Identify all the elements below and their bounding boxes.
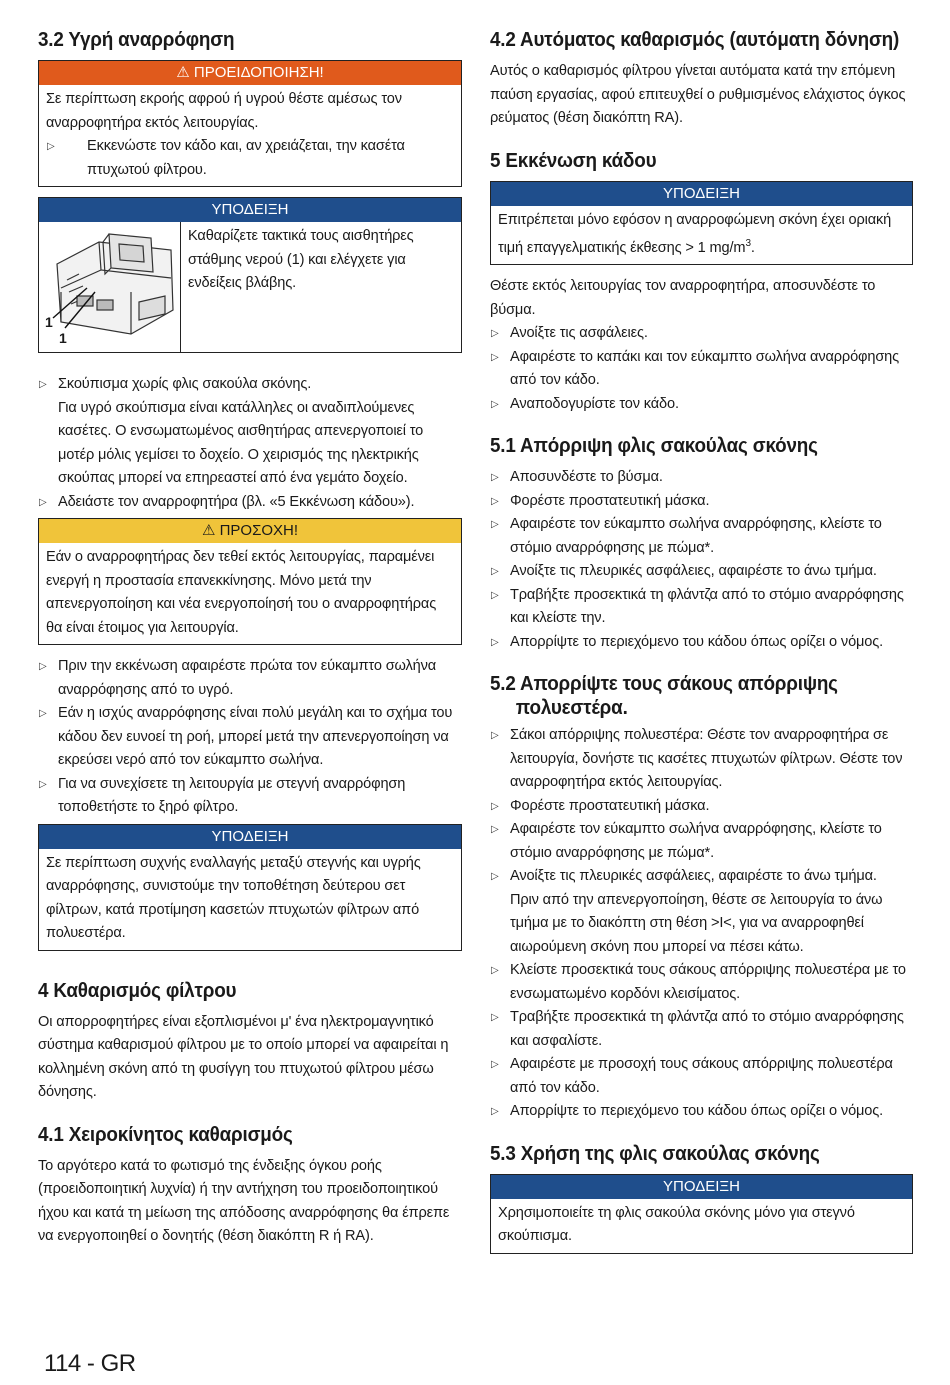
triangle-bullet-icon: ▷	[47, 141, 55, 152]
section-5-2-list	[490, 724, 913, 1124]
list-item: ▷ Πριν την εκκένωση αφαιρέστε πρώτα τον εύκαμπτο σωλήνα αναρρόφησης από το υγρό.	[38, 655, 462, 702]
list-item: ▷ Τραβήξτε προσεκτικά τη φλάντζα από το στόμιο αναρρόφησης και κλείστε την.	[490, 584, 913, 631]
section-5-2-title: 5.2 Απορρίψτε τους σάκους απόρριψης πολυεστέρα.	[490, 672, 838, 720]
triangle-bullet-icon: ▷	[39, 496, 47, 508]
triangle-bullet-icon: ▷	[39, 379, 47, 390]
triangle-bullet-icon: ▷	[491, 589, 499, 601]
list-item: ▷ Ανοίξτε τις ασφάλειες.	[490, 322, 913, 346]
section-4-2-text: Αυτός ο καθαρισμός φίλτρου γίνεται αυτόματα κατά την επόμενη παύση εργασίας, αφού επιτευχθεί ο ρυθμισμένος ελάχιστος όγκος ρεύματος (θέση διακόπτη RA).	[490, 63, 906, 126]
warning-list-item: ▷ Εκκενώστε τον κάδο και, αν χρειάζεται, την κασέτα πτυχωτού φίλτρου.	[46, 135, 453, 182]
section-5-title: 5 Εκκένωση κάδου	[490, 148, 657, 172]
triangle-bullet-icon: ▷	[491, 351, 499, 363]
list-item: ▷ Σκούπισμα χωρίς φλις σακούλα σκόνης.	[38, 373, 462, 397]
section-4-1-title: 4.1 Χειροκίνητος καθαρισμός	[38, 1122, 293, 1146]
list-item: ▷ Αποσυνδέστε το βύσμα.	[490, 466, 913, 490]
section-5-list	[490, 322, 913, 416]
list-item: ▷ Ανοίξτε τις πλευρικές ασφάλειες, αφαιρέστε το άνω τμήμα.	[490, 865, 913, 889]
list-item: ▷ Κλείστε προσεκτικά τους σάκους απόρριψης πολυεστέρα με το ενσωματωμένο κορδόνι κλεισίματος.	[490, 959, 913, 1006]
triangle-bullet-icon: ▷	[491, 730, 499, 742]
triangle-bullet-icon: ▷	[491, 636, 499, 648]
triangle-bullet-icon: ▷	[491, 495, 499, 507]
list-item: ▷ Εάν η ισχύς αναρρόφησης είναι πολύ μεγάλη και το σχήμα του κάδου δεν ευνοεί τη ροή, μπορεί μετά την απενεργοποίηση να εκρεύσει νερό από τον εύκαμπτο σωλήνα.	[38, 702, 462, 773]
left-column	[38, 28, 462, 1249]
note-header: ΥΠΟΔΕΙΞΗ	[39, 198, 461, 222]
triangle-bullet-icon: ▷	[491, 398, 499, 410]
caution-text: Εάν ο αναρροφητήρας δεν τεθεί εκτός λειτουργίας, παραμένει ενεργή η προστασία επανεκκίνησης. Μόνο μετά την απενεργοποίηση και νέα ενεργοποίησή του ο αναρροφητήρας θα είναι έτοιμος για λειτουργία.	[46, 549, 437, 636]
section-3-2-title: 3.2 Υγρή αναρρόφηση	[38, 28, 235, 51]
list-item: ▷ Αδειάστε τον αναρροφητήρα (βλ. «5 Εκκένωση κάδου»).	[38, 491, 462, 515]
triangle-bullet-icon: ▷	[491, 566, 499, 578]
list-item: ▷ Φορέστε προστατευτική μάσκα.	[490, 490, 913, 514]
triangle-bullet-icon: ▷	[491, 965, 499, 977]
note-content	[39, 222, 461, 352]
warning-text: Σε περίπτωση εκροής αφρού ή υγρού θέστε αμέσως τον αναρροφητήρα εκτός λειτουργίας.	[46, 91, 402, 131]
list-item: ▷ Αφαιρέστε το καπάκι και τον εύκαμπτο σωλήνα αναρρόφησης από τον κάδο.	[490, 346, 913, 393]
callout-label-1b: 1	[59, 330, 67, 346]
right-column	[490, 28, 913, 1264]
note-text: Καθαρίζετε τακτικά τους αισθητήρες στάθμης νερού (1) και ελέγχετε για ενδείξεις βλάβης.	[188, 228, 414, 291]
list-item: ▷ Σάκοι απόρριψης πολυεστέρα: Θέστε τον αναρροφητήρα σε λειτουργία, δονήστε τις κασέτες πτυχωτών φίλτρων. Θέστε τον αναρροφητήρα εκτός λειτουργίας.	[490, 724, 913, 795]
list-item: ▷ Αφαιρέστε τον εύκαμπτο σωλήνα αναρρόφησης, κλείστε το στόμιο αναρρόφησης με πώμα*.	[490, 818, 913, 865]
triangle-bullet-icon: ▷	[39, 661, 47, 672]
list-item: ▷ Φορέστε προστατευτική μάσκα.	[490, 795, 913, 819]
triangle-bullet-icon: ▷	[491, 519, 499, 531]
list-item: ▷ Αναποδογυρίστε τον κάδο.	[490, 393, 913, 417]
list-item: ▷ Αφαιρέστε τον εύκαμπτο σωλήνα αναρρόφησης, κλείστε το στόμιο αναρρόφησης με πώμα*.	[490, 513, 913, 560]
triangle-bullet-icon: ▷	[39, 708, 47, 719]
list-item: ▷ Απορρίψτε το περιεχόμενο του κάδου όπως ορίζει ο νόμος.	[490, 631, 913, 655]
note-box-dust-bag	[490, 1174, 913, 1254]
section-4-text: Οι απορροφητήρες είναι εξοπλισμένοι μ' ένα ηλεκτρομαγνητικό σύστημα καθαρισμού φίλτρου με το οποίο μπορεί να αφαιρείται η κολλημένη σκόνη από τη φυσίγγη του πτυχωτού φίλτρου μέσω δόνησης.	[38, 1013, 449, 1100]
callout-label-1a: 1	[45, 314, 53, 330]
list-item: ▷ Τραβήξτε προσεκτικά τη φλάντζα από το στόμιο αναρρόφησης και ασφαλίστε.	[490, 1006, 913, 1053]
list-item: ▷ Αφαιρέστε με προσοχή τους σάκους απόρριψης πολυεστέρα από τον κάδο.	[490, 1053, 913, 1100]
caution-box	[38, 518, 462, 645]
triangle-bullet-icon: ▷	[491, 328, 499, 340]
triangle-bullet-icon: ▷	[491, 800, 499, 812]
note-box-filters	[38, 824, 462, 951]
section-5-3-title: 5.3 Χρήση της φλις σακούλας σκόνης	[490, 1141, 820, 1165]
note-box-dust-limit	[490, 181, 913, 266]
caution-header: ⚠ ΠΡΟΣΟΧΗ!	[39, 519, 461, 543]
list-item: ▷ Απορρίψτε το περιεχόμενο του κάδου όπως ορίζει ο νόμος.	[490, 1100, 913, 1124]
section-5-1-title: 5.1 Απόρριψη φλις σακούλας σκόνης	[490, 434, 818, 458]
section-4-2-title: 4.2 Αυτόματος καθαρισμός (αυτόματη δόνηση)	[490, 28, 900, 51]
triangle-bullet-icon: ▷	[491, 871, 499, 883]
warning-box	[38, 60, 462, 187]
note-header: ΥΠΟΔΕΙΞΗ	[491, 182, 912, 206]
section-5-text: Θέστε εκτός λειτουργίας τον αναρροφητήρα, αποσυνδέστε το βύσμα.	[490, 278, 876, 318]
warning-header: ⚠ ΠΡΟΕΙΔΟΠΟΙΗΣΗ!	[39, 61, 461, 85]
triangle-bullet-icon: ▷	[491, 472, 499, 484]
note-text: Επιτρέπεται μόνο εφόσον η αναρροφώμενη σκόνη έχει οριακή τιμή επαγγελματικής έκθεσης > 1 $mg/m^3$.	[498, 211, 892, 256]
note-header: ΥΠΟΔΕΙΞΗ	[491, 1175, 912, 1199]
triangle-bullet-icon: ▷	[39, 778, 47, 790]
warning-body	[39, 85, 461, 186]
list-item: ▷ Για να συνεχίσετε τη λειτουργία με στεγνή αναρρόφηση τοποθετήστε το ξηρό φίλτρο.	[38, 773, 462, 820]
note-box-sensors	[38, 197, 462, 353]
note-header: ΥΠΟΔΕΙΞΗ	[39, 825, 461, 849]
section-4-title: 4 Καθαρισμός φίλτρου	[38, 978, 237, 1002]
vacuum-sensor-illustration	[39, 222, 181, 352]
section-5-1-list	[490, 466, 913, 654]
note-text: Χρησιμοποιείτε τη φλις σακούλα σκόνης μόνο για στεγνό σκούπισμα.	[498, 1204, 855, 1245]
list-item-detail: Πριν από την απενεργοποίηση, θέστε σε λειτουργία το άνω τμήμα με το διακόπτη στη θέση >I<, για να αναρροφηθεί αιωρούμενη σκόνη που μπορεί να πέσει κάτω.	[510, 891, 883, 955]
triangle-bullet-icon: ▷	[491, 1012, 499, 1024]
list-item: ▷ Ανοίξτε τις πλευρικές ασφάλειες, αφαιρέστε το άνω τμήμα.	[490, 560, 913, 584]
triangle-bullet-icon: ▷	[491, 1106, 499, 1118]
triangle-bullet-icon: ▷	[491, 1059, 499, 1071]
note-text: Σε περίπτωση συχνής εναλλαγής μεταξύ στεγνής και υγρής αναρρόφησης, συνιστούμε την τοποθέτηση δεύτερου σετ φίλτρων, κατά προτίμηση κασετών πτυχωτών φίλτρων από πολυεστέρα.	[46, 854, 421, 941]
section-4-1-text: Το αργότερο κατά το φωτισμό της ένδειξης όγκου ροής (προειδοποιητική λυχνία) ή την αντήχηση του προειδοποιητικού ήχου και κατά τη μείωση της απόδοσης αναρρόφησης θα έπρεπε να ενεργοποιηθεί ο δονητής (θέση διακόπτη R ή RA).	[38, 1157, 450, 1244]
triangle-bullet-icon: ▷	[491, 824, 499, 836]
list-item-detail: Για υγρό σκούπισμα είναι κατάλληλες οι αναδιπλούμενες κασέτες. Ο ενσωματωμένος αισθητήρας απενεργοποιεί το μοτέρ μόλις γεμίσει το δοχείο. Ο χειρισμός της ηλεκτρικής σκούπας μπορεί να επηρεαστεί από ένα γεμάτο δοχείο.	[58, 399, 424, 486]
page-number: 114 - GR	[44, 1350, 136, 1377]
